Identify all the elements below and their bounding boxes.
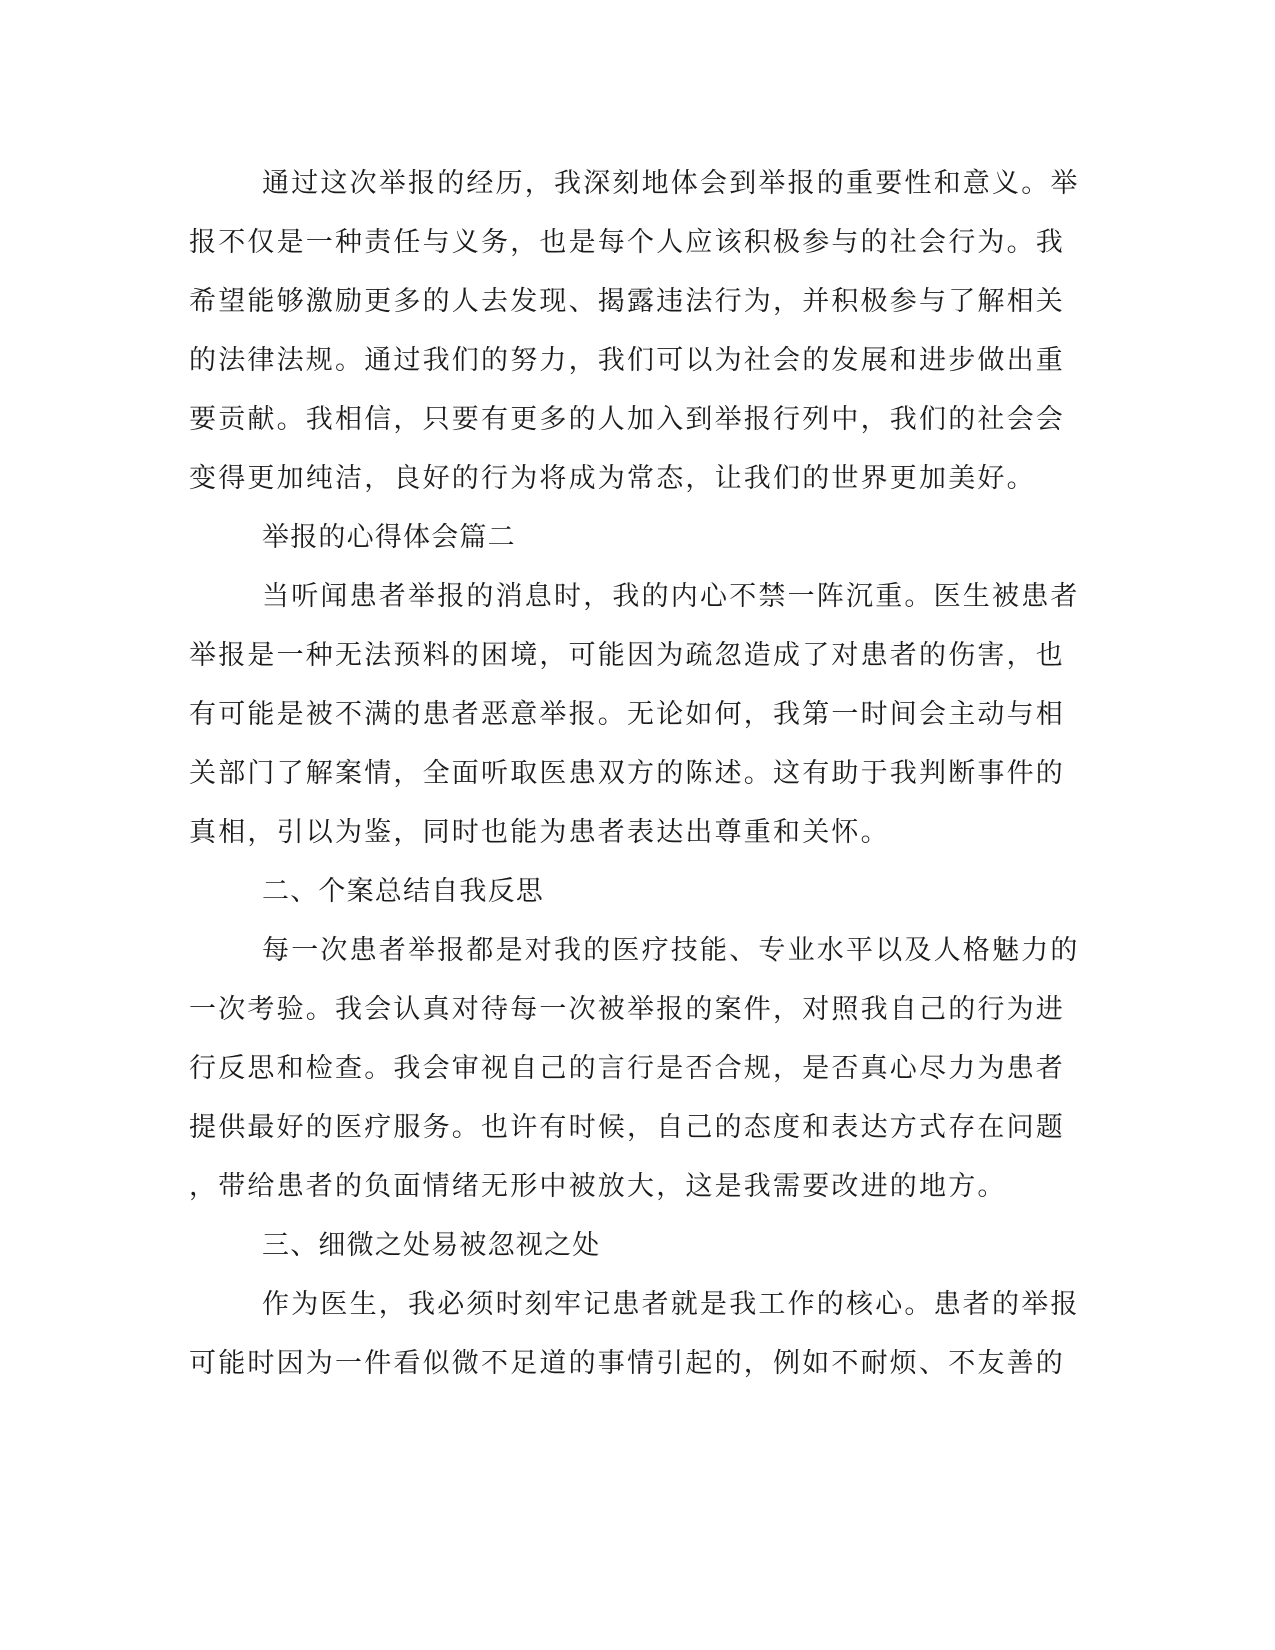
paragraph-line: 报不仅是一种责任与义务，也是每个人应该积极参与的社会行为。我 bbox=[189, 227, 1065, 258]
paragraph-line: ，带给患者的负面情绪无形中被放大，这是我需要改进的地方。 bbox=[189, 1171, 1007, 1202]
paragraph-line: 每一次患者举报都是对我的医疗技能、专业水平以及人格魅力的 bbox=[262, 935, 1080, 966]
paragraph-line: 的法律法规。通过我们的努力，我们可以为社会的发展和进步做出重 bbox=[189, 345, 1065, 376]
paragraph-line: 变得更加纯洁，良好的行为将成为常态，让我们的世界更加美好。 bbox=[189, 463, 1036, 494]
paragraph-line: 可能时因为一件看似微不足道的事情引起的，例如不耐烦、不友善的 bbox=[189, 1348, 1065, 1379]
paragraph-line: 通过这次举报的经历，我深刻地体会到举报的重要性和意义。举 bbox=[262, 168, 1080, 199]
paragraph-line: 有可能是被不满的患者恶意举报。无论如何，我第一时间会主动与相 bbox=[189, 699, 1065, 730]
paragraph-line: 真相，引以为鉴，同时也能为患者表达出尊重和关怀。 bbox=[189, 817, 890, 848]
paragraph-line: 关部门了解案情，全面听取医患双方的陈述。这有助于我判断事件的 bbox=[189, 758, 1065, 789]
paragraph-line: 举报是一种无法预料的困境，可能因为疏忽造成了对患者的伤害，也 bbox=[189, 640, 1065, 671]
section-heading: 三、细微之处易被忽视之处 bbox=[262, 1230, 601, 1261]
paragraph-line: 作为医生，我必须时刻牢记患者就是我工作的核心。患者的举报 bbox=[262, 1289, 1080, 1320]
paragraph-line: 行反思和检查。我会审视自己的言行是否合规，是否真心尽力为患者 bbox=[189, 1053, 1065, 1084]
paragraph-line: 提供最好的医疗服务。也许有时候，自己的态度和表达方式存在问题 bbox=[189, 1112, 1065, 1143]
paragraph-line: 要贡献。我相信，只要有更多的人加入到举报行列中，我们的社会会 bbox=[189, 404, 1065, 435]
paragraph-line: 希望能够激励更多的人去发现、揭露违法行为，并积极参与了解相关 bbox=[189, 286, 1065, 317]
paragraph-line: 一次考验。我会认真对待每一次被举报的案件，对照我自己的行为进 bbox=[189, 994, 1065, 1025]
paragraph-line: 当听闻患者举报的消息时，我的内心不禁一阵沉重。医生被患者 bbox=[262, 581, 1080, 612]
section-heading: 二、个案总结自我反思 bbox=[262, 876, 544, 907]
section-heading: 举报的心得体会篇二 bbox=[262, 522, 516, 553]
